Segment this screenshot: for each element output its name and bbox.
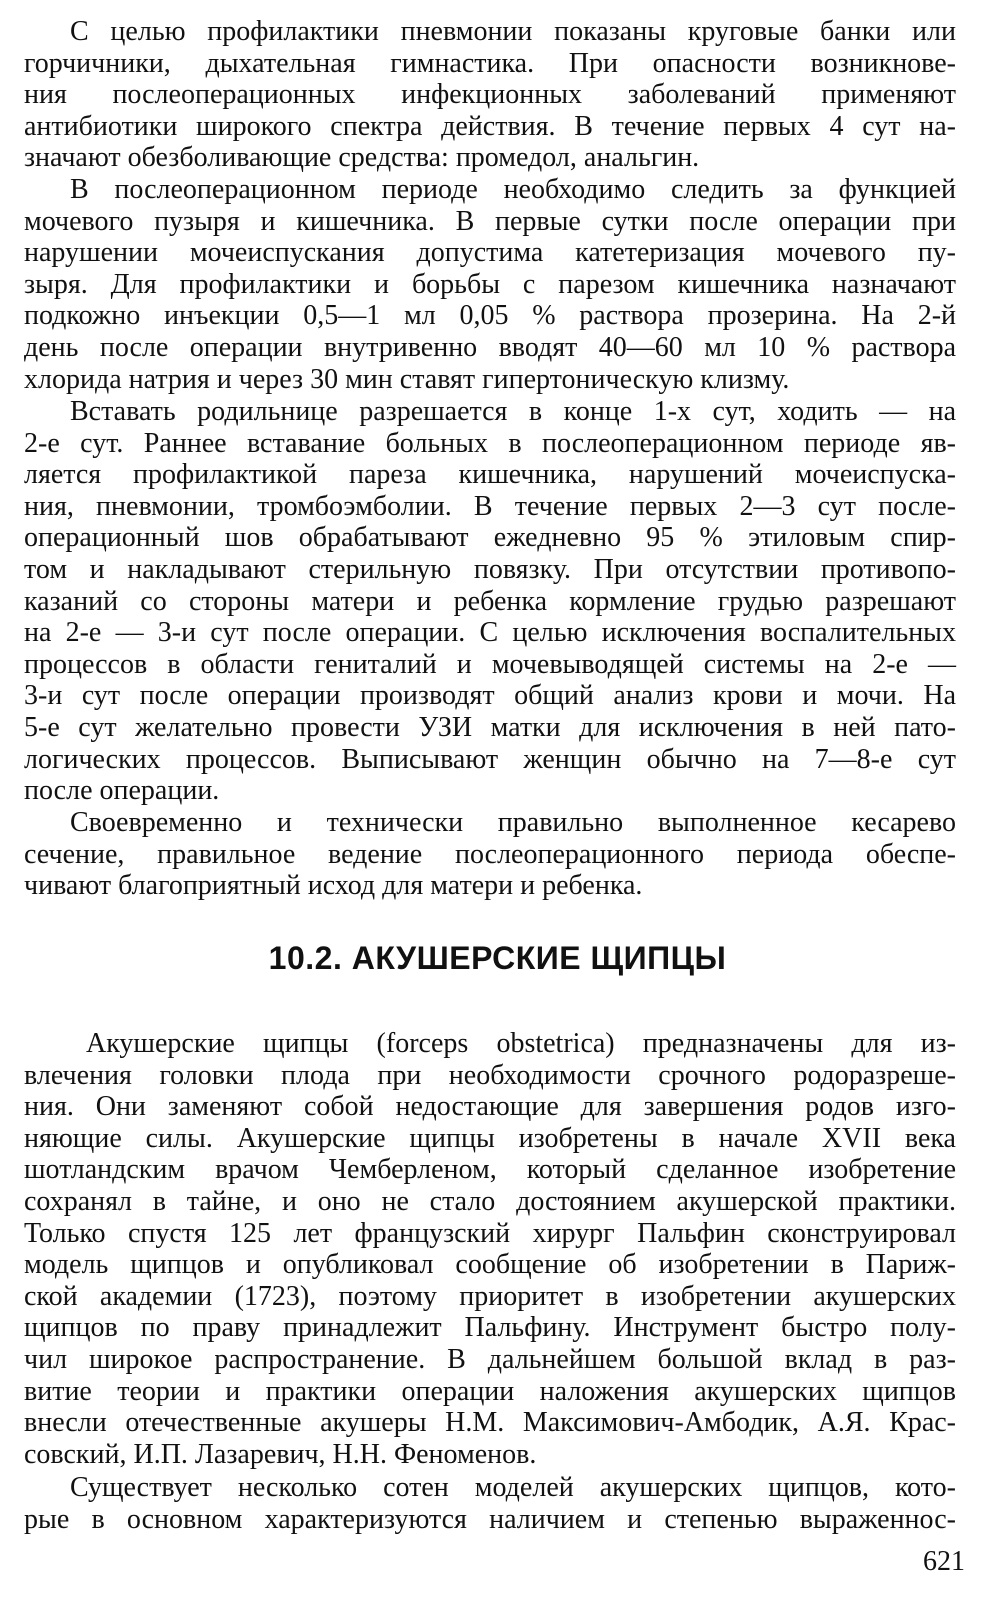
text-line: модель щипцов и опубликовал сообщение об изобретении в Париж-	[24, 1249, 956, 1281]
text-line: няющие силы. Акушерские щипцы изобретены в начале XVII века	[24, 1122, 956, 1154]
text-line: день после операции внутривенно вводят 40—60 мл 10 % раствора	[24, 331, 956, 363]
text-line: ния послеоперационных инфекционных заболеваний применяют	[24, 79, 956, 111]
text-line: Акушерские щипцы (forceps obstetrica) предназначены для из-	[86, 1028, 956, 1059]
text-line: чивают благоприятный исход для матери и ребенка.	[24, 870, 643, 902]
text-line: влечения головки плода при необходимости срочного родоразреше-	[24, 1059, 956, 1091]
text-line: рые в основном характеризуются наличием и степенью выраженнос-	[24, 1503, 956, 1535]
text-line: Существует несколько сотен моделей акушерских щипцов, кото-	[70, 1472, 956, 1503]
text-line: на 2-е — 3-и сут после операции. С целью исключения воспалительных	[24, 617, 956, 649]
text-line: В послеоперационном периоде необходимо следить за функцией	[70, 174, 956, 205]
text-line: Только спустя 125 лет французский хирург Пальфин сконструировал	[24, 1217, 956, 1249]
paragraph-postoperative-care	[24, 396, 956, 807]
page-number: 621	[923, 1546, 965, 1577]
text-line: ской академии (1723), поэтому приоритет в изобретении акушерских	[24, 1280, 956, 1312]
paragraph-conclusion	[24, 807, 956, 902]
text-line: сечение, правильное ведение послеоперационного периода обеспе-	[24, 838, 956, 870]
text-line: ния, пневмонии, тромбоэмболии. В течение первых 2—3 сут после-	[24, 490, 956, 522]
text-line: мочевого пузыря и кишечника. В первые сутки после операции при	[24, 205, 956, 237]
text-line: ния. Они заменяют собой недостающие для завершения родов изго-	[24, 1091, 956, 1123]
section-heading: 10.2. АКУШЕРСКИЕ ЩИПЦЫ	[268, 940, 727, 976]
paragraph-bladder-bowel	[24, 174, 956, 395]
text-line: процессов в области гениталий и мочевыводящей системы на 2-е —	[24, 648, 956, 680]
text-line: зыря. Для профилактики и борьбы с парезом кишечника назначают	[24, 268, 956, 300]
text-line: внесли отечественные акушеры Н.М. Максимович-Амбодик, А.Я. Крас-	[24, 1407, 956, 1439]
text-line: Вставать родильнице разрешается в конце 1-х сут, ходить — на	[70, 396, 956, 427]
text-line: после операции.	[24, 775, 220, 807]
text-line: подкожно инъекции 0,5—1 мл 0,05 % раствора прозерина. На 2-й	[24, 300, 956, 332]
text-line: сохранял в тайне, и оно не стало достоянием акушерской практики.	[24, 1185, 956, 1217]
text-line: Своевременно и технически правильно выполненное кесарево	[70, 807, 956, 838]
text-line: С целью профилактики пневмонии показаны круговые банки или	[70, 16, 956, 47]
text-line: щипцов по праву принадлежит Пальфину. Инструмент быстро полу-	[24, 1312, 956, 1344]
text-line: казаний со стороны матери и ребенка кормление грудью разрешают	[24, 585, 956, 617]
text-line: витие теории и практики операции наложения акушерских щипцов	[24, 1375, 956, 1407]
text-line: операционный шов обрабатывают ежедневно 95 % этиловым спир-	[24, 522, 956, 554]
text-line: чил широкое распространение. В дальнейшем большой вклад в раз-	[24, 1343, 956, 1375]
text-line: ляется профилактикой пареза кишечника, нарушений мочеиспуска-	[24, 459, 956, 491]
text-line: антибиотики широкого спектра действия. В течение первых 4 сут на-	[24, 110, 956, 142]
paragraph-pneumonia-prevention	[24, 16, 956, 174]
text-line: 2-е сут. Раннее вставание больных в послеоперационном периоде яв-	[24, 427, 956, 459]
text-line: 5-е сут желательно провести УЗИ матки для исключения в ней пато-	[24, 711, 956, 743]
text-line: том и накладывают стерильную повязку. При отсутствии противопо-	[24, 553, 956, 585]
text-line: хлорида натрия и через 30 мин ставят гипертоническую клизму.	[24, 363, 790, 395]
text-line: 3-и сут после операции производят общий анализ крови и мочи. На	[24, 680, 956, 712]
text-line: значают обезболивающие средства: промедол, анальгин.	[24, 142, 700, 174]
text-line: шотландским врачом Чемберленом, который сделанное изобретение	[24, 1154, 956, 1186]
paragraph-forceps-history	[24, 1028, 956, 1470]
text-line: совский, И.П. Лазаревич, Н.Н. Феноменов.	[24, 1438, 537, 1470]
text-line: горчичники, дыхательная гимнастика. При опасности возникнове-	[24, 47, 956, 79]
paragraph-forceps-models	[24, 1472, 956, 1535]
text-line: нарушении мочеиспускания допустима катетеризация мочевого пу-	[24, 237, 956, 269]
text-line: логических процессов. Выписывают женщин обычно на 7—8-е сут	[24, 743, 956, 775]
